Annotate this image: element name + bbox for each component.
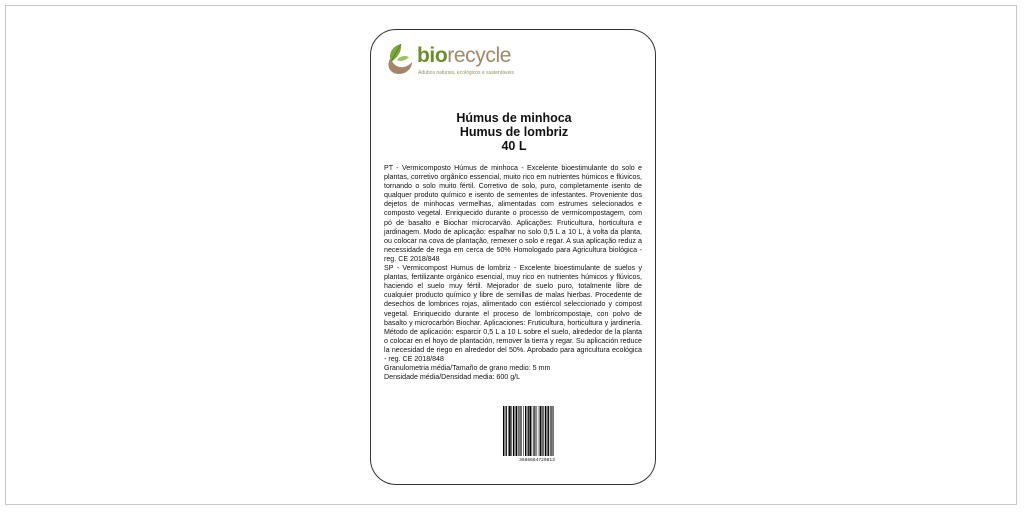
- brand-name-bio: bio: [417, 44, 448, 67]
- barcode-bar: [542, 406, 543, 456]
- barcode-bar: [508, 406, 509, 456]
- leaf-logo-icon: [385, 42, 415, 76]
- barcode-bar: [515, 406, 516, 456]
- barcode-bar: [523, 406, 524, 456]
- barcode-bar: [534, 406, 535, 456]
- barcode-bar: [505, 406, 506, 456]
- barcode-bar: [532, 406, 533, 456]
- product-label: [370, 29, 656, 485]
- barcode-bar: [529, 406, 531, 456]
- barcode-bar: [533, 406, 534, 456]
- brand-tagline: Adubos naturais, ecológicos e sustentáveis: [418, 70, 514, 76]
- density: Densidade média/Densidad media: 600 g/L: [384, 373, 521, 382]
- barcode-bar: [527, 406, 528, 456]
- barcode-bar: [521, 406, 522, 456]
- barcode-bar: [516, 406, 518, 456]
- barcode-bar: [550, 406, 551, 456]
- barcode-bars: [502, 406, 572, 458]
- brand-name: [417, 45, 511, 67]
- description-pt: PT - Vermicomposto Húmus de minhoca - Excelente bioestimulante do solo e plantas, corretivo orgânico essencial, muito rico em nutrientes húmicos e flúvicos, tornando o solo muito fértil. Corretivo de solo, puro, completamente isento de qualquer produto químico e isento de sementes de infestantes. Proveniente dos dejetos de minhocas vermelhas, alimentadas com estrumes selecionados e composto vegetal. Enriquecido durante o processo de vermicompostagem, com pó de basalto e Biochar microcarvão. Aplicações: Fruticultura, horticultura e jardinagem. Modo de aplicação: espalhar no solo 0,5 L a 10 L, à volta da planta, ou colocar na cova de plantação, remexer o solo e regar. A sua aplicação reduz a necessidade de rega em cerca de 50% Homologado para Agricultura biológica - reg. CE 2018/848: [384, 164, 642, 263]
- barcode-bar: [513, 406, 514, 456]
- barcode-bar: [551, 406, 552, 456]
- barcode-bar: [545, 406, 547, 456]
- product-volume: 40 L: [501, 139, 527, 153]
- biorecycle-logo: [385, 42, 525, 82]
- title-pt: Húmus de minhoca: [456, 111, 572, 125]
- barcode-bar: [543, 406, 544, 456]
- brand-name-recycle: recycle: [447, 44, 512, 67]
- barcode-bar: [547, 406, 548, 456]
- barcode-bar: [506, 406, 507, 456]
- title-es: Humus de lombriz: [459, 125, 569, 139]
- barcode-bar: [525, 406, 526, 456]
- barcode-number: 3666664729813: [519, 458, 555, 463]
- barcode-bar: [528, 406, 529, 456]
- barcode-bar: [518, 406, 519, 456]
- barcode-bar: [503, 406, 504, 456]
- barcode: [502, 406, 572, 466]
- barcode-bar: [537, 406, 538, 456]
- barcode-bar: [553, 406, 554, 456]
- barcode-bar: [511, 406, 512, 456]
- granulometry: Granulometria média/Tamaño de grano medio: 5 mm: [384, 364, 551, 373]
- barcode-bar: [520, 406, 521, 456]
- barcode-bar: [539, 406, 540, 456]
- description-sp: SP - Vermicompost Humus de lombriz - Excelente bioestimulante de suelos y plantas, fertilizante orgánico esencial, muy rico en nutrientes húmicos y flúvicos, haciendo el suelo muy fértil. Mejorador de suelo puro, totalmente libre de cualquier producto químico y libre de semillas de malas hierbas. Procedente de desechos de lombrices rojas, alimentado con estiércol seleccionado y compost vegetal. Enriquecido durante el proceso de lombricompostaje, con polvo de basalto y microcarbón Biochar. Aplicaciones: Fruticultura, horticultura y jardinería. Método de aplicación: esparcir 0,5 L a 10 L sobre el suelo, alrededor de la planta o colocar en el hoyo de plantación, remover la tierra y regar. Su aplicación reduce la necesidad de riego en alrededor del 50%. Aprobado para agricultura ecológica - reg. CE 2018/848: [384, 264, 642, 363]
- barcode-bar: [540, 406, 541, 456]
- barcode-bar: [548, 406, 549, 456]
- description-block: [384, 164, 642, 382]
- product-titles: [371, 111, 657, 153]
- barcode-bar: [509, 406, 511, 456]
